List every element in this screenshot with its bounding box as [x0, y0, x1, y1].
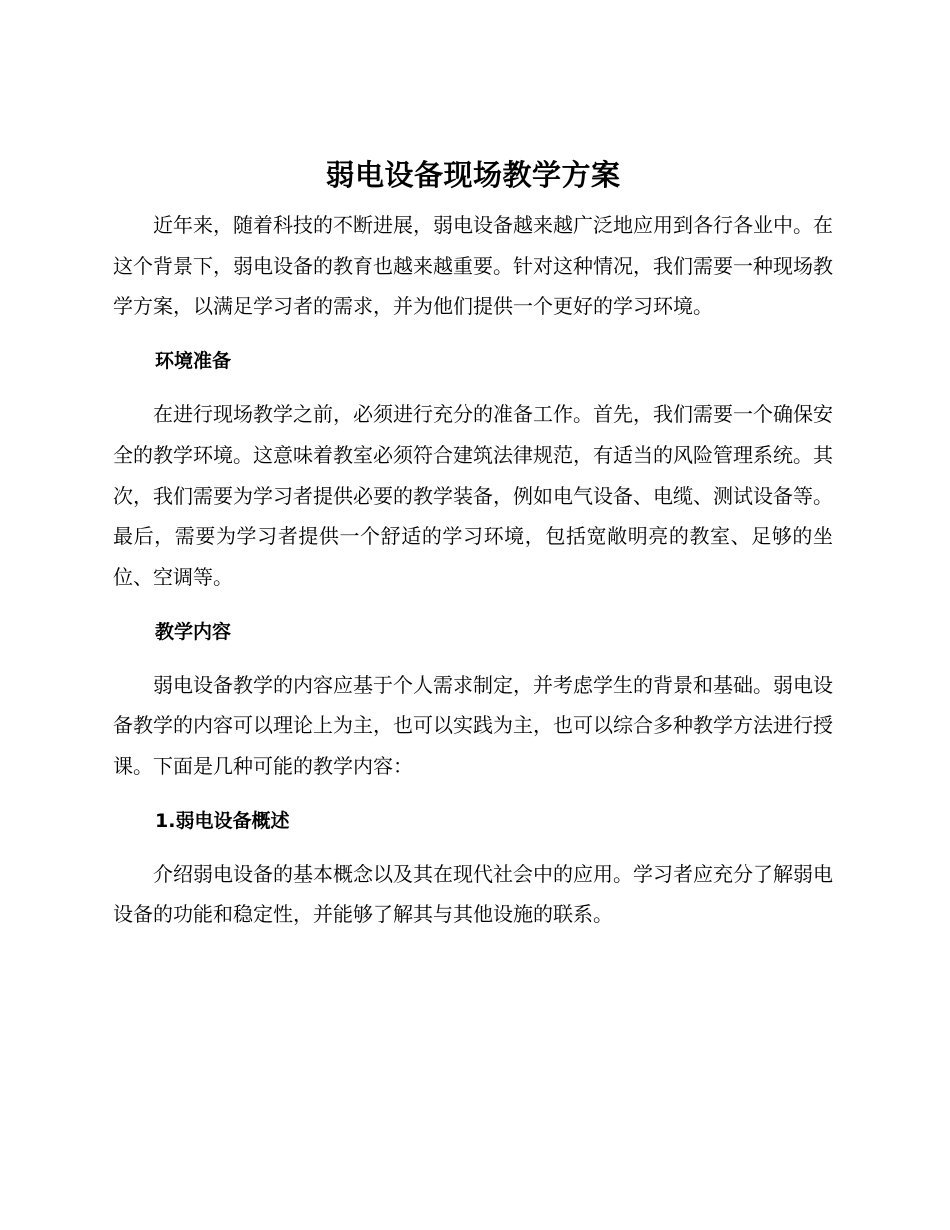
section-heading-teaching-content: 教学内容 — [155, 620, 232, 643]
section-body-environment: 在进行现场教学之前，必须进行充分的准备工作。首先，我们需要一个确保安全的教学环境。这意味着教室必须符合建筑法律规范，有适当的风险管理系统。其次，我们需要为学习者提供必要的教学装备，例如电气设备、电缆、测试设备等。最后，需要为学习者提供一个舒适的学习环境，包括宽敞明亮的教室、足够的坐位、空调等。 — [113, 402, 833, 589]
section-body-overview: 介绍弱电设备的基本概念以及其在现代社会中的应用。学习者应充分了解弱电设备的功能和稳定性，并能够了解其与其他设施的联系。 — [113, 861, 833, 927]
section-heading-overview: 1.弱电设备概述 — [155, 809, 290, 832]
intro-paragraph: 近年来，随着科技的不断进展，弱电设备越来越广泛地应用到各行各业中。在这个背景下，弱电设备的教育也越来越重要。针对这种情况，我们需要一种现场教学方案，以满足学习者的需求，并为他们提供一个更好的学习环境。 — [113, 213, 833, 319]
document-content — [113, 145, 833, 935]
document-title: 弱电设备现场教学方案 — [325, 158, 621, 192]
section-heading-environment: 环境准备 — [155, 350, 232, 373]
section-body-teaching-content: 弱电设备教学的内容应基于个人需求制定，并考虑学生的背景和基础。弱电设备教学的内容可以理论上为主，也可以实践为主，也可以综合多种教学方法进行授课。下面是几种可能的教学内容： — [113, 672, 833, 779]
